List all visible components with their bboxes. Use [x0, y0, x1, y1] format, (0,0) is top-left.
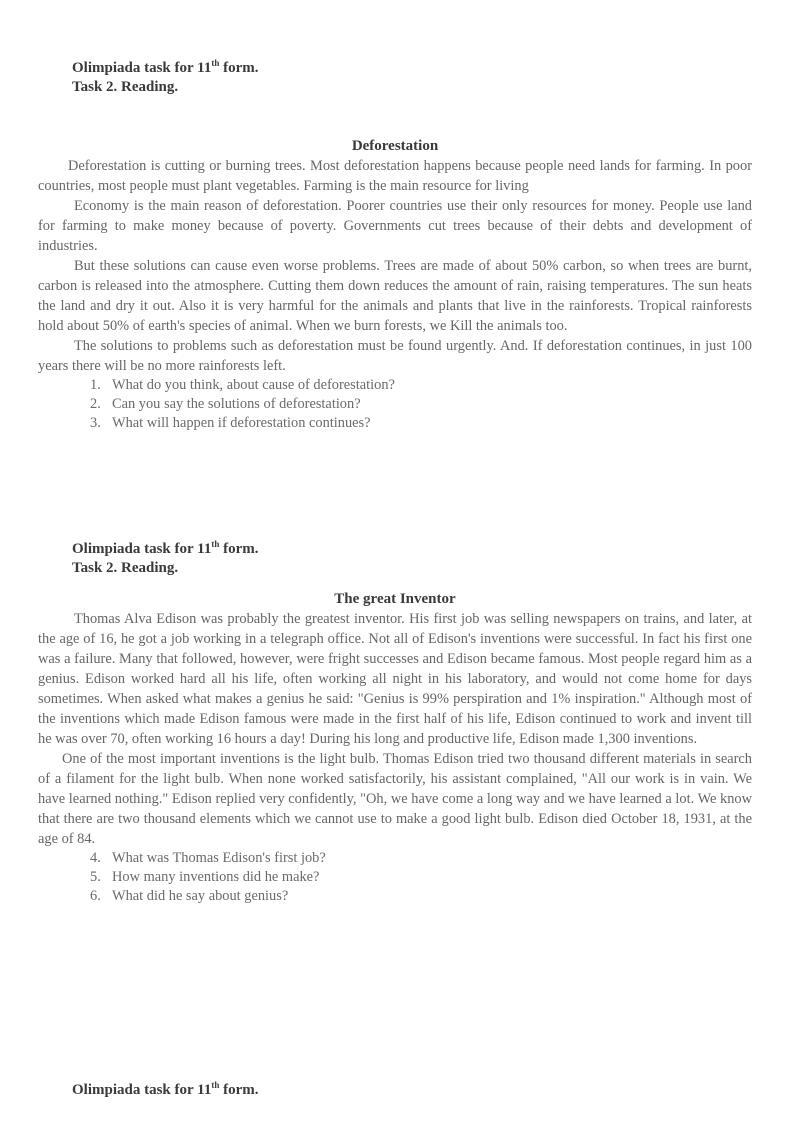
question-item [90, 376, 752, 395]
question-item [90, 849, 752, 868]
question-text: What do you think, about cause of deforestation? [112, 377, 395, 393]
header-form-text: Olimpiada task for 11 [72, 60, 212, 76]
paragraph: One of the most important inventions is the light bulb. Thomas Edison tried two thousand different materials in search of a filament for the light bulb. When none worked satisfactorily, his assistant complained, "All our work is in vain. We have learned nothing." Edison replied very confidently, "Oh, we have come a long way and we have learned a lot. We know that there are two thousand elements which we cannot use to make a good light bulb. Edison died October 18, 1931, at the age of 84. [38, 751, 752, 847]
section-next-task [38, 1081, 752, 1100]
paragraph: The solutions to problems such as deforestation must be found urgently. And. If deforestation continues, in just 100 years there will be no more rainforests left. [38, 338, 752, 374]
question-number: 5. [90, 869, 101, 885]
task-subheader: Task 2. Reading. [72, 560, 179, 576]
question-number: 6. [90, 888, 101, 904]
header-form-suffix: form. [219, 1082, 259, 1098]
header-form-suffix: form. [219, 60, 259, 76]
question-list [38, 376, 752, 433]
paragraph: Thomas Alva Edison was probably the greatest inventor. His first job was selling newspapers on trains, and later, at the age of 16, he got a job working in a telegraph office. Not all of Edison's inventions were successful. In fact his first one was a failure. Many that followed, however, were fright successes and Edison became famous. Most people regard him as a genius. Edison worked hard all his life, often working all night in his laboratory, and would not come home for days sometimes. When asked what makes a genius he said: "Genius is 99% perspiration and 1% inspiration." Although most of the inventions which made Edison famous were made in the first half of his life, Edison continued to work and invent till he was over 70, often working 16 hours a day! During his long and productive life, Edison made 1,300 inventions. [38, 611, 752, 747]
header-superscript: th [211, 58, 220, 68]
header-superscript: th [211, 1080, 220, 1090]
header-form-text: Olimpiada task for 11 [72, 1082, 212, 1098]
question-item [90, 414, 752, 433]
question-text: What will happen if deforestation continues? [112, 415, 371, 431]
question-number: 2. [90, 396, 101, 412]
question-item [90, 868, 752, 887]
header-form-text: Olimpiada task for 11 [72, 541, 212, 557]
passage-title: The great Inventor [334, 591, 456, 607]
question-text: How many inventions did he make? [112, 869, 320, 885]
task-header [72, 540, 752, 559]
question-number: 4. [90, 850, 101, 866]
task-subheader: Task 2. Reading. [72, 79, 179, 95]
question-text: Can you say the solutions of deforestation? [112, 396, 361, 412]
question-number: 3. [90, 415, 101, 431]
question-number: 1. [90, 377, 101, 393]
question-text: What did he say about genius? [112, 888, 289, 904]
paragraph: Economy is the main reason of deforestation. Poorer countries use their only resources for money. People use land for farming to make money because of poverty. Governments cut trees because of their debts and development of industries. [38, 198, 752, 254]
header-superscript: th [211, 539, 220, 549]
question-item [90, 395, 752, 414]
paragraph: Deforestation is cutting or burning trees. Most deforestation happens because people need lands for farming. In poor countries, most people must plant vegetables. Farming is the main resource for living [38, 158, 752, 194]
task-header [72, 1081, 752, 1100]
question-item [90, 887, 752, 906]
section-great-inventor [38, 540, 752, 906]
header-form-suffix: form. [219, 541, 259, 557]
section-deforestation [38, 59, 752, 433]
task-header [72, 59, 752, 78]
question-text: What was Thomas Edison's first job? [112, 850, 326, 866]
passage-title: Deforestation [351, 138, 439, 154]
question-list [38, 849, 752, 906]
paragraph: But these solutions can cause even worse problems. Trees are made of about 50% carbon, so when trees are burnt, carbon is released into the atmosphere. Cutting them down reduces the amount of rain, raising temperatures. The sun heats the land and dry it out. Also it is very harmful for the animals and plants that live in the rainforests. Tropical rainforests hold about 50% of earth's species of animal. When we burn forests, we Kill the animals too. [38, 258, 752, 334]
